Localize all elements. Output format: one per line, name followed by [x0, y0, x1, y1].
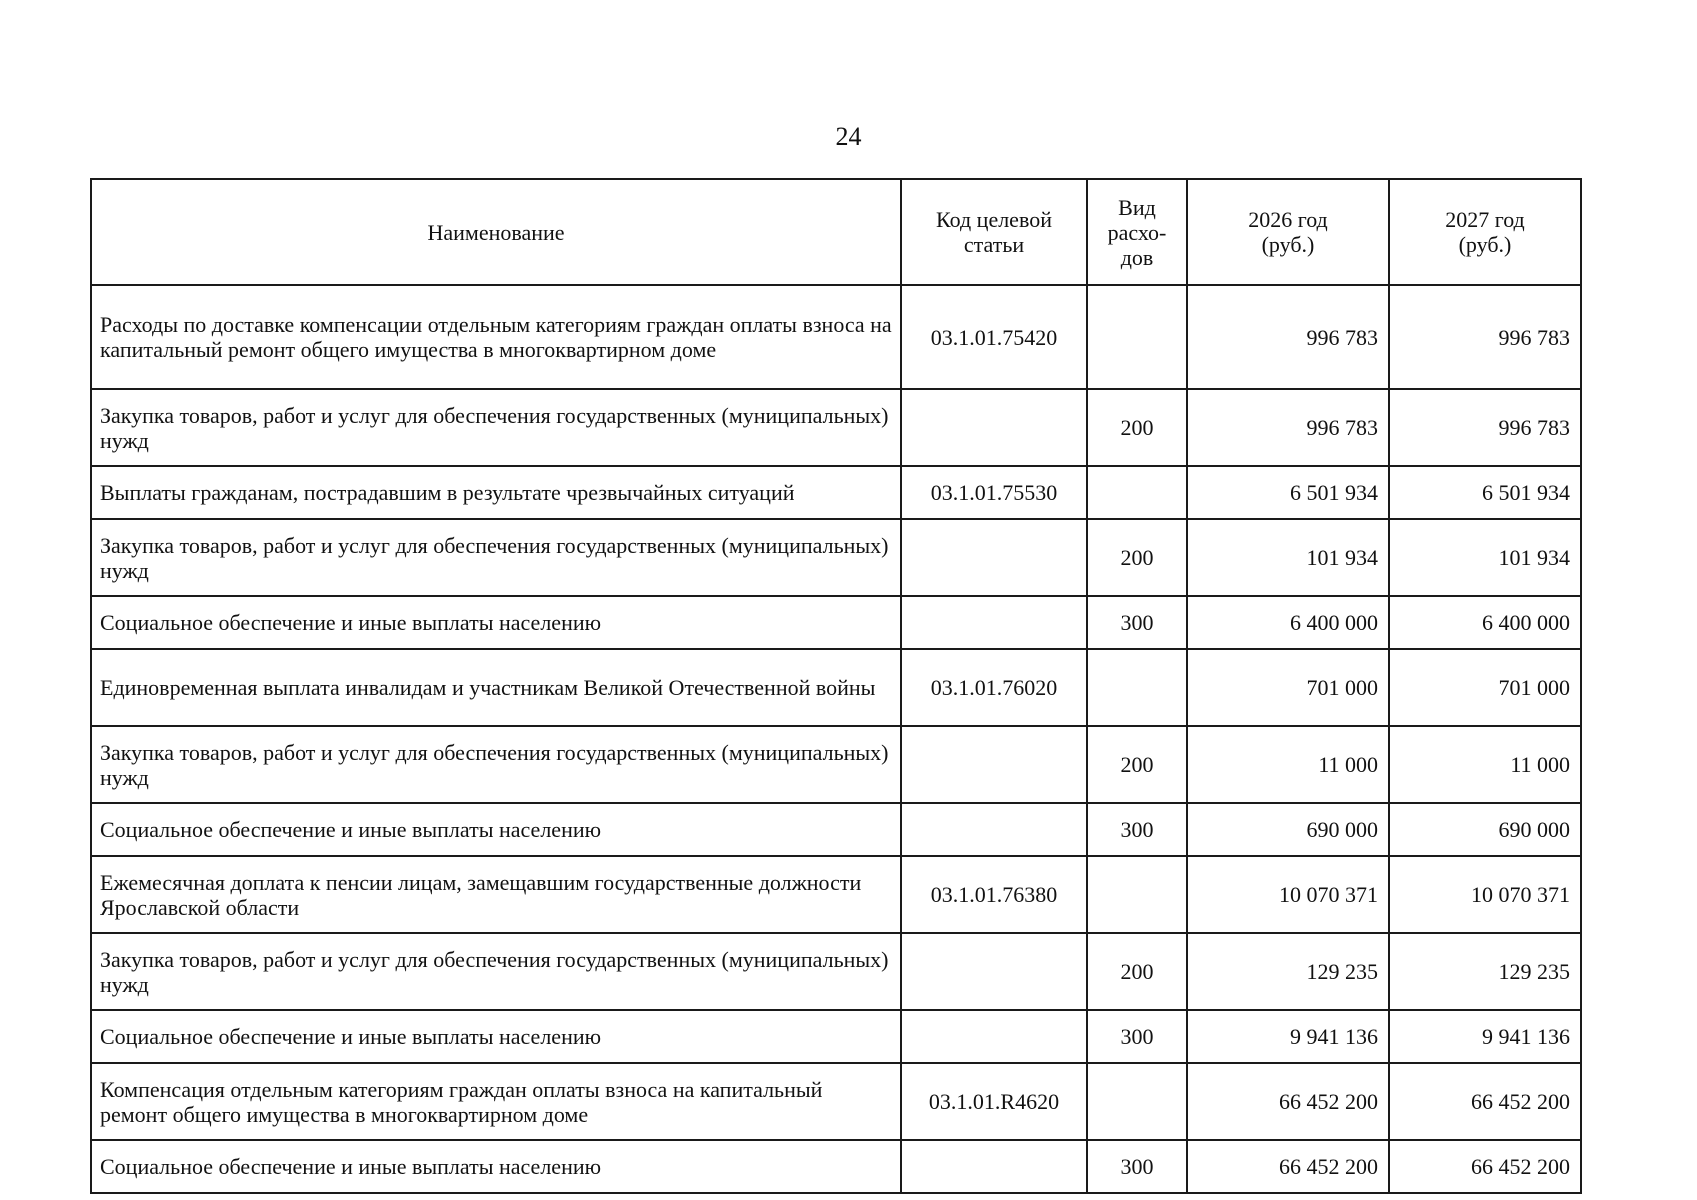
cell-type: 200: [1087, 726, 1187, 803]
cell-code: [901, 933, 1087, 1010]
header-year-2026: [1187, 179, 1389, 285]
cell-name: Закупка товаров, работ и услуг для обеспечения государственных (муниципальных) нужд: [91, 933, 901, 1010]
cell-name: Социальное обеспечение и иные выплаты населению: [91, 596, 901, 649]
cell-type: [1087, 285, 1187, 389]
table-row: [91, 803, 1581, 856]
cell-code: [901, 1140, 1087, 1193]
cell-type: 300: [1087, 803, 1187, 856]
cell-2026: 101 934: [1187, 519, 1389, 596]
header-type: [1087, 179, 1187, 285]
page-number: 24: [835, 122, 862, 151]
cell-2026: 66 452 200: [1187, 1063, 1389, 1140]
cell-2026: 701 000: [1187, 649, 1389, 726]
table-row: [91, 466, 1581, 519]
cell-type: [1087, 1063, 1187, 1140]
cell-code: [901, 389, 1087, 466]
cell-2026: 11 000: [1187, 726, 1389, 803]
cell-type: [1087, 856, 1187, 933]
cell-2027: 701 000: [1389, 649, 1581, 726]
cell-code: 03.1.01.75530: [901, 466, 1087, 519]
table-row: [91, 389, 1581, 466]
cell-2027: 6 400 000: [1389, 596, 1581, 649]
header-year-2026-line: 2026 год: [1248, 207, 1328, 232]
header-name: [91, 179, 901, 285]
cell-2027: 9 941 136: [1389, 1010, 1581, 1063]
header-name-label: Наименование: [427, 219, 565, 245]
cell-type: 300: [1087, 1140, 1187, 1193]
header-type-line: Вид: [1118, 194, 1156, 220]
header-code-line: Код целевой: [936, 207, 1052, 232]
cell-2027: 996 783: [1389, 285, 1581, 389]
cell-code: [901, 1010, 1087, 1063]
cell-name: Ежемесячная доплата к пенсии лицам, замещавшим государственные должности Ярославской области: [91, 856, 901, 933]
table-row: [91, 596, 1581, 649]
cell-name: Закупка товаров, работ и услуг для обеспечения государственных (муниципальных) нужд: [91, 389, 901, 466]
cell-2027: 690 000: [1389, 803, 1581, 856]
cell-name: Закупка товаров, работ и услуг для обеспечения государственных (муниципальных) нужд: [91, 519, 901, 596]
table-row: [91, 933, 1581, 1010]
cell-code: 03.1.01.76020: [901, 649, 1087, 726]
cell-2027: 101 934: [1389, 519, 1581, 596]
table-row: [91, 856, 1581, 933]
cell-2026: 6 501 934: [1187, 466, 1389, 519]
cell-2026: 66 452 200: [1187, 1140, 1389, 1193]
cell-2026: 690 000: [1187, 803, 1389, 856]
header-type-line: расхо-: [1107, 219, 1167, 245]
table-row: [91, 1010, 1581, 1063]
cell-name: Социальное обеспечение и иные выплаты населению: [91, 803, 901, 856]
cell-code: [901, 726, 1087, 803]
cell-2026: 9 941 136: [1187, 1010, 1389, 1063]
header-year-2027-line: (руб.): [1458, 232, 1512, 257]
cell-2027: 66 452 200: [1389, 1140, 1581, 1193]
cell-type: 200: [1087, 933, 1187, 1010]
cell-name: Компенсация отдельным категориям граждан оплаты взноса на капитальный ремонт общего имущества в многоквартирном доме: [91, 1063, 901, 1140]
cell-type: [1087, 466, 1187, 519]
cell-code: [901, 519, 1087, 596]
cell-2027: 11 000: [1389, 726, 1581, 803]
cell-2027: 6 501 934: [1389, 466, 1581, 519]
header-code-line: статьи: [963, 232, 1025, 257]
table-row: [91, 726, 1581, 803]
cell-name: Выплаты гражданам, пострадавшим в результате чрезвычайных ситуаций: [91, 466, 901, 519]
cell-code: [901, 596, 1087, 649]
cell-type: 200: [1087, 389, 1187, 466]
budget-table: [90, 178, 1582, 1194]
cell-name: Социальное обеспечение и иные выплаты населению: [91, 1010, 901, 1063]
header-year-2026-line: (руб.): [1261, 232, 1315, 257]
cell-2027: 129 235: [1389, 933, 1581, 1010]
cell-2026: 129 235: [1187, 933, 1389, 1010]
cell-2026: 996 783: [1187, 389, 1389, 466]
cell-2026: 996 783: [1187, 285, 1389, 389]
cell-type: 300: [1087, 596, 1187, 649]
cell-type: [1087, 649, 1187, 726]
header-year-2027-line: 2027 год: [1445, 207, 1525, 232]
cell-code: [901, 803, 1087, 856]
cell-type: 300: [1087, 1010, 1187, 1063]
cell-name: Расходы по доставке компенсации отдельным категориям граждан оплаты взноса на капитальный ремонт общего имущества в многоквартирном доме: [91, 285, 901, 389]
cell-name: Единовременная выплата инвалидам и участникам Великой Отечественной войны: [91, 649, 901, 726]
table-row: [91, 649, 1581, 726]
header-type-line: дов: [1120, 244, 1154, 270]
cell-name: Социальное обеспечение и иные выплаты населению: [91, 1140, 901, 1193]
cell-type: 200: [1087, 519, 1187, 596]
header-code: [901, 179, 1087, 285]
table-row: [91, 1063, 1581, 1140]
cell-code: 03.1.01.R4620: [901, 1063, 1087, 1140]
cell-code: 03.1.01.75420: [901, 285, 1087, 389]
cell-2027: 10 070 371: [1389, 856, 1581, 933]
cell-2027: 66 452 200: [1389, 1063, 1581, 1140]
table-header-row: [91, 179, 1581, 285]
table-row: [91, 1140, 1581, 1193]
table-row: [91, 285, 1581, 389]
cell-code: 03.1.01.76380: [901, 856, 1087, 933]
header-year-2027: [1389, 179, 1581, 285]
cell-2027: 996 783: [1389, 389, 1581, 466]
cell-2026: 10 070 371: [1187, 856, 1389, 933]
cell-name: Закупка товаров, работ и услуг для обеспечения государственных (муниципальных) нужд: [91, 726, 901, 803]
table-row: [91, 519, 1581, 596]
cell-2026: 6 400 000: [1187, 596, 1389, 649]
